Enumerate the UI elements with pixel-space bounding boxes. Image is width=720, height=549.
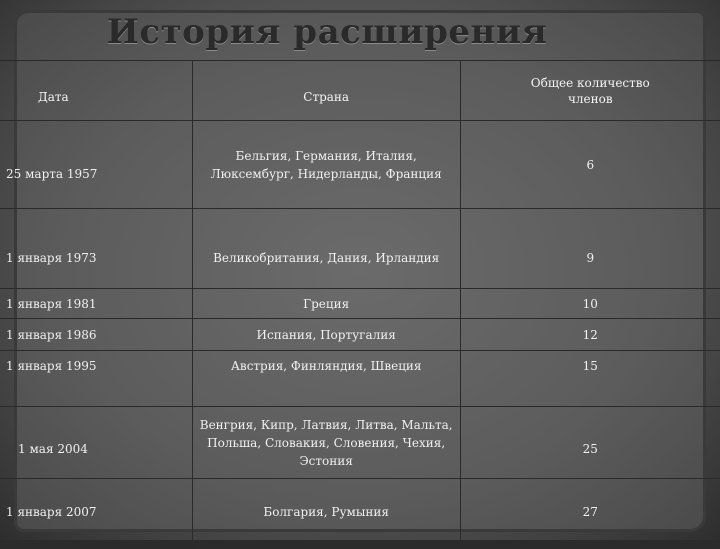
row-date: 1 мая 2004 <box>0 407 192 479</box>
row-date: 1 января 1981 <box>0 289 192 319</box>
row-country: Болгария, Румыния <box>192 479 460 549</box>
row-date: 1 января 2007 <box>0 479 192 549</box>
header-count: Общее количество членов <box>460 61 720 121</box>
header-country: Страна <box>192 61 460 121</box>
table-header-row <box>0 61 720 121</box>
enlargement-table <box>0 60 720 549</box>
row-country: Бельгия, Германия, Италия, Люксембург, Нидерланды, Франция <box>192 121 460 209</box>
row-country: Австрия, Финляндия, Швеция <box>192 351 460 407</box>
table-row <box>0 407 720 479</box>
row-count: 27 <box>460 479 720 549</box>
row-count: 6 <box>460 121 720 209</box>
header-date: Дата <box>0 61 192 121</box>
row-date: 1 января 1986 <box>0 319 192 351</box>
row-count: 10 <box>460 289 720 319</box>
table-row <box>0 479 720 549</box>
row-count: 9 <box>460 209 720 289</box>
table-row <box>0 209 720 289</box>
row-date: 25 марта 1957 <box>0 121 192 209</box>
row-country: Испания, Португалия <box>192 319 460 351</box>
row-count: 15 <box>460 351 720 407</box>
row-country: Великобритания, Дания, Ирландия <box>192 209 460 289</box>
row-date: 1 января 1973 <box>0 209 192 289</box>
row-country: Венгрия, Кипр, Латвия, Литва, Мальта, Польша, Словакия, Словения, Чехия, Эстония <box>192 407 460 479</box>
table-row <box>0 121 720 209</box>
table-row <box>0 351 720 407</box>
table-row <box>0 319 720 351</box>
row-count: 25 <box>460 407 720 479</box>
page-title: История расширения <box>106 12 548 52</box>
table-row <box>0 289 720 319</box>
row-country: Греция <box>192 289 460 319</box>
row-count: 12 <box>460 319 720 351</box>
row-date: 1 января 1995 <box>0 351 192 407</box>
